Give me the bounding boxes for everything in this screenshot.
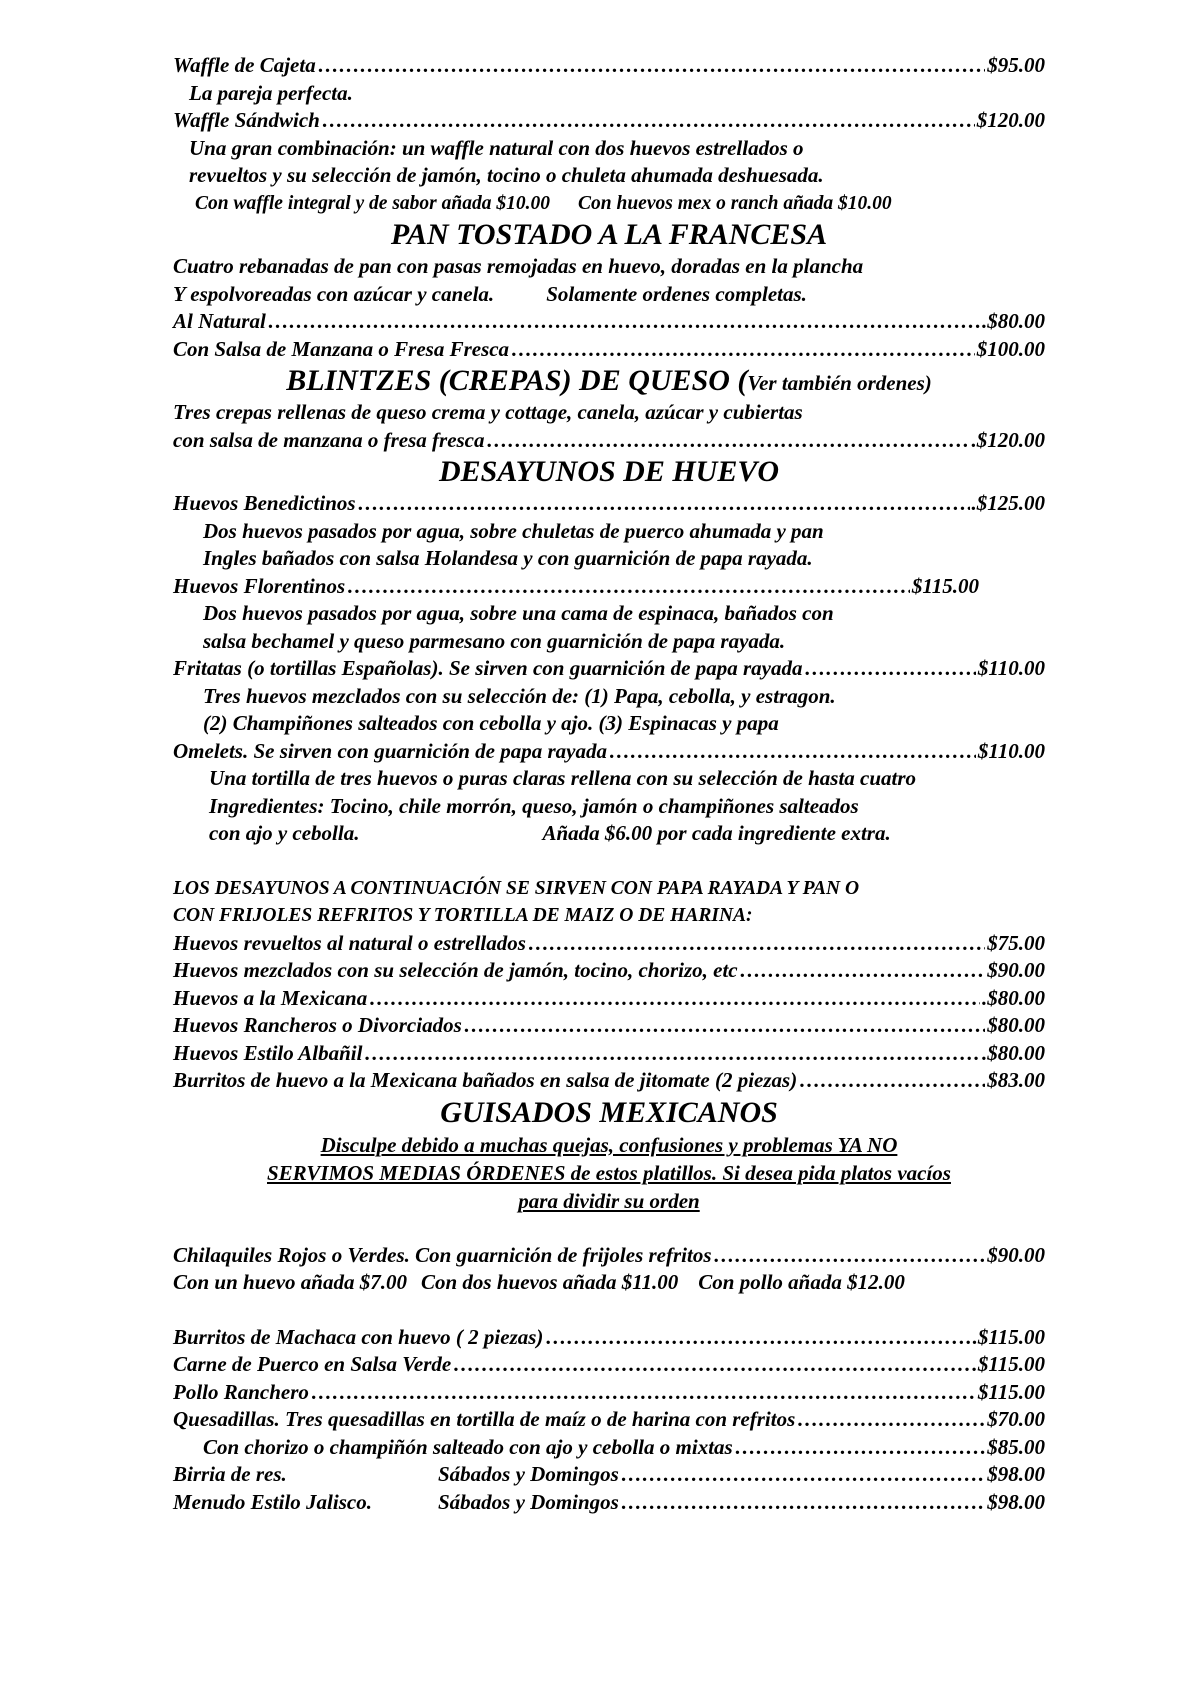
menu-item xyxy=(173,427,1045,455)
item-description: Dos huevos pasados por agua, sobre chuletas de puerco ahumada y pan xyxy=(203,518,824,543)
item-price: $110.00 xyxy=(977,738,1045,763)
dot-leader xyxy=(322,107,975,135)
dot-leader xyxy=(364,1040,980,1068)
item-price: $95.00 xyxy=(987,53,1045,77)
section-heading: GUISADOS MEXICANOS xyxy=(440,1095,778,1129)
menu-item xyxy=(173,957,1045,985)
item-price: .$115.00 xyxy=(972,1324,1045,1349)
item-price: $90.00 xyxy=(987,1242,1045,1267)
menu-item xyxy=(173,985,1045,1013)
item-price: .$125.00 xyxy=(971,491,1045,515)
menu-item xyxy=(173,1406,1045,1434)
item-name: Huevos revueltos al natural o estrellados xyxy=(173,930,526,955)
section-heading xyxy=(173,363,1045,399)
item-name: Burritos de Machaca con huevo ( 2 piezas) xyxy=(173,1324,544,1349)
notice-text: para dividir su orden xyxy=(518,1188,700,1213)
menu-item xyxy=(173,107,1045,135)
item-note xyxy=(173,190,1045,218)
dot-leader xyxy=(799,1067,985,1095)
dot-leader xyxy=(714,1242,986,1270)
description-part: Y espolvoreadas con azúcar y canela. xyxy=(173,281,495,306)
item-price: $70.00 xyxy=(987,1407,1045,1431)
dot-leader xyxy=(621,1489,985,1517)
menu-item xyxy=(173,1242,1045,1270)
menu-item xyxy=(173,1379,1045,1407)
dot-leader xyxy=(609,738,976,766)
item-days: Sábados y Domingos xyxy=(438,1462,619,1486)
menu-item xyxy=(173,490,1045,518)
item-price: .$120.00 xyxy=(971,427,1045,452)
item-description: Ingredientes: Tocino, chile morrón, queso, jamón o champiñones salteados xyxy=(209,793,859,818)
addon-line xyxy=(173,1269,1045,1297)
menu-item xyxy=(173,52,1045,80)
item-name: Birria de res. xyxy=(173,1462,287,1486)
item-price: $115.00 xyxy=(977,1379,1045,1404)
menu-item xyxy=(173,1489,1045,1517)
description-part: Añada $6.00 por cada ingrediente extra. xyxy=(542,821,891,845)
item-name: Waffle Sándwich xyxy=(173,108,320,132)
dot-leader xyxy=(735,1434,986,1462)
menu-item xyxy=(173,655,1045,683)
item-price: .$80.00 xyxy=(982,1040,1045,1065)
item-name: Huevos Rancheros o Divorciados xyxy=(173,1013,462,1037)
note-integral: Con waffle integral y de sabor añada $10.00 xyxy=(195,192,550,214)
item-description: La pareja perfecta. xyxy=(189,80,353,105)
menu-item xyxy=(173,930,1045,958)
item-price: $80.00 xyxy=(987,1013,1045,1037)
dot-leader xyxy=(268,308,980,336)
item-price: $98.00 xyxy=(987,1489,1045,1514)
notice-text: SERVIMOS MEDIAS ÓRDENES de estos platillos. Si desea pida platos vacíos xyxy=(267,1160,951,1185)
menu-item xyxy=(173,1067,1045,1095)
dot-leader xyxy=(369,985,980,1013)
item-name: Omelets. Se sirven con guarnición de papa rayada xyxy=(173,738,607,763)
item-price: .$80.00 xyxy=(982,309,1045,333)
section-description xyxy=(173,281,1045,309)
description-part: Solamente ordenes completas. xyxy=(546,281,807,306)
item-price: $83.00 xyxy=(987,1068,1045,1092)
addon-two-eggs: Con dos huevos añada $11.00 xyxy=(420,1270,679,1294)
item-name: Burritos de huevo a la Mexicana bañados en salsa de jitomate (2 piezas) xyxy=(173,1068,798,1092)
item-name: Carne de Puerco en Salsa Verde xyxy=(173,1352,452,1376)
item-name: Menudo Estilo Jalisco. xyxy=(173,1489,372,1514)
dot-leader xyxy=(453,1351,976,1379)
dot-leader xyxy=(805,655,976,683)
dot-leader xyxy=(740,957,986,985)
dot-leader xyxy=(358,490,970,518)
item-price: $75.00 xyxy=(987,930,1045,955)
item-description: Tres huevos mezclados con su selección de: (1) Papa, cebolla, y estragon. xyxy=(203,683,836,708)
menu-item xyxy=(173,1040,1045,1068)
item-description: revueltos y su selección de jamón, tocino o chuleta ahumada deshuesada. xyxy=(189,163,824,187)
dot-leader xyxy=(797,1406,985,1434)
served-with-note: LOS DESAYUNOS A CONTINUACIÓN SE SIRVEN CON PAPA RAYADA Y PAN O xyxy=(173,877,860,899)
dot-leader xyxy=(511,336,975,364)
item-price: $100.00 xyxy=(976,336,1045,361)
item-name: Con Salsa de Manzana o Fresa Fresca xyxy=(173,336,510,361)
menu-item xyxy=(173,1461,1045,1489)
item-price: $98.00 xyxy=(987,1462,1045,1486)
item-description: Una tortilla de tres huevos o puras claras rellena con su selección de hasta cuatro xyxy=(209,766,917,790)
menu-item xyxy=(173,738,1045,766)
item-name: Huevos a la Mexicana xyxy=(173,985,368,1010)
menu-item xyxy=(173,336,1045,364)
item-description: Dos huevos pasados por agua, sobre una cama de espinaca, bañados con xyxy=(203,601,834,625)
dot-leader xyxy=(545,1324,970,1352)
item-name: Pollo Ranchero xyxy=(173,1379,309,1404)
served-with-note: CON FRIJOLES REFRITOS Y TORTILLA DE MAIZ O DE HARINA: xyxy=(173,905,753,926)
item-name: con salsa de manzana o fresa fresca xyxy=(173,427,485,452)
notice-text: Disculpe debido a muchas quejas, confusiones y problemas YA NO xyxy=(320,1132,898,1157)
dot-leader xyxy=(621,1461,985,1489)
addon-chicken: Con pollo añada $12.00 xyxy=(698,1270,905,1294)
item-price: $85.00 xyxy=(987,1434,1045,1459)
dot-leader xyxy=(464,1012,986,1040)
item-name: Fritatas (o tortillas Españolas). Se sirven con guarnición de papa rayada xyxy=(173,656,803,680)
dot-leader xyxy=(528,930,985,958)
section-heading: DESAYUNOS DE HUEVO xyxy=(438,455,780,488)
item-price: $110.00 xyxy=(977,656,1045,680)
item-description: Ingles bañados con salsa Holandesa y con guarnición de papa rayada. xyxy=(203,546,813,570)
item-days: Sábados y Domingos xyxy=(438,1489,619,1514)
item-name: Huevos Florentinos xyxy=(173,573,346,598)
dot-leader xyxy=(347,573,910,601)
item-name: Quesadillas. Tres quesadillas en tortilla de maíz o de harina con refritos xyxy=(173,1407,796,1431)
item-name: Huevos Estilo Albañil xyxy=(173,1040,363,1065)
description-part: con ajo y cebolla. xyxy=(209,821,360,845)
addon-one-egg: Con un huevo añada $7.00 xyxy=(173,1270,407,1294)
item-price: $115.00 xyxy=(977,1352,1045,1376)
section-description: Tres crepas rellenas de queso crema y cottage, canela, azúcar y cubiertas xyxy=(173,400,803,424)
item-description: (2) Champiñones salteados con cebolla y ajo. (3) Espinacas y papa xyxy=(203,711,779,735)
menu-page xyxy=(173,52,1045,1516)
dot-leader xyxy=(318,52,986,80)
menu-item xyxy=(173,1324,1045,1352)
dot-leader xyxy=(487,427,970,455)
item-description xyxy=(173,820,1045,848)
item-price: $120.00 xyxy=(976,108,1045,132)
item-price: $90.00 xyxy=(987,958,1045,982)
heading-text: BLINTZES (CREPAS) DE QUESO ( xyxy=(286,364,748,397)
item-description: Una gran combinación: un waffle natural con dos huevos estrellados o xyxy=(189,135,804,160)
menu-item xyxy=(173,1351,1045,1379)
item-name: Chilaquiles Rojos o Verdes. Con guarnición de frijoles refritos xyxy=(173,1242,712,1267)
dot-leader xyxy=(311,1379,976,1407)
item-name: Con chorizo o champiñón salteado con ajo y cebolla o mixtas xyxy=(203,1434,733,1459)
menu-item xyxy=(173,308,1045,336)
item-price: $115.00 xyxy=(911,573,979,598)
item-description: salsa bechamel y queso parmesano con guarnición de papa rayada. xyxy=(203,628,786,653)
menu-item xyxy=(173,1012,1045,1040)
item-name: Huevos mezclados con su selección de jamón, tocino, chorizo, etc xyxy=(173,958,738,982)
menu-item xyxy=(173,1434,1045,1462)
section-description: Cuatro rebanadas de pan con pasas remojadas en huevo, doradas en la plancha xyxy=(173,254,864,278)
item-name: Al Natural xyxy=(173,309,266,333)
item-name: Huevos Benedictinos xyxy=(173,491,356,515)
menu-item xyxy=(173,573,979,601)
note-huevos: Con huevos mex o ranch añada $10.00 xyxy=(578,192,892,214)
item-name: Waffle de Cajeta xyxy=(173,53,316,77)
item-price: .$80.00 xyxy=(982,985,1045,1010)
heading-note: Ver también ordenes) xyxy=(747,371,932,395)
section-heading: PAN TOSTADO A LA FRANCESA xyxy=(390,218,828,251)
